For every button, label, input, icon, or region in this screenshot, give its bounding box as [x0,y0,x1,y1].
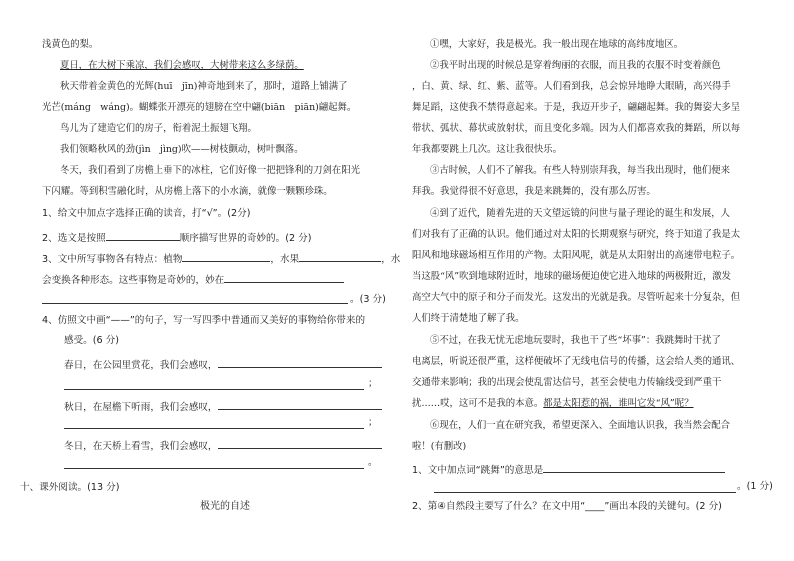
question-1: 1、给文中加点字选择正确的读音，打“√”。(2分) [42,208,251,219]
reading-question-1-text: 1、文中加点词“跳舞”的意思是 [412,465,544,476]
answer-blank[interactable] [182,250,270,262]
paragraph-5-line: 交通带来影响；我的出现会使乱雷达信号，甚至会使电力传输线受到严重干 [412,377,722,388]
question-3-end: 。(3 分) [350,294,386,305]
text-line: 我们领略秋风的劲(jìn jìng)吹——树枝颤动，树叶飘落。 [60,144,304,155]
question-2-text-a: 2、选文是按照 [42,233,106,244]
answer-blank[interactable] [218,437,382,449]
answer-blank[interactable] [299,250,381,262]
paragraph-2-line: 年我都要跳上几次。这让我很快乐。 [412,144,563,155]
paragraph-6-line: 啦！(有删改) [412,441,467,452]
paragraph-5-line: 电离层，听说还很严重，这样便破坏了无线电信号的传播，这会给人类的通讯、 [412,356,741,367]
question-3-cont [42,271,344,288]
text-line: 冬天，我们看到了房檐上垂下的冰柱，它们好像一把把锋利的刀剑在阳光 [60,165,361,176]
reading-question-2: 2、第④自然段主要写了什么？在文中用“____”画出本段的关键句。(2 分) [412,501,722,512]
underlined-sentence: 夏日，在大树下乘凉，我们会感叹，大树带来这么多绿荫。 [60,60,304,71]
winter-text: 冬日，在天桥上看雪，我们会感叹， [64,441,218,452]
question-3-text-c: ，水 [381,254,401,265]
question-4: 4、仿照文中画“——”的句子，写一写四季中普通而又美好的事物给你带来的 [42,315,366,326]
answer-blank[interactable] [218,398,382,410]
paragraph-4-line: 们对我有了正确的认识。他们通过对太阳的长期观察与研究，终于知道了我是太 [412,229,741,240]
answer-line[interactable] [64,389,364,390]
underlined-sentence: 都是太阳惹的祸，谁叫它发“风”呢？ [543,398,694,409]
reading-title: 极光的自述 [200,501,250,512]
spring-text: 春日，在公园里赏花，我们会感叹， [64,360,218,371]
answer-line[interactable] [434,492,736,493]
paragraph-2-line: 带状、弧状、幕状或放射状，而且变化多端。因为人们都喜欢我的舞蹈，所以每 [412,123,741,134]
paragraph-2-line: ，白、黄、绿、红、紫、蓝等。人们看到我，总会惊异地睁大眼睛，高兴得手 [412,81,731,92]
autumn-prompt [64,398,382,415]
reading-question-1-end: 。(1 分) [737,481,773,492]
semicolon: ； [368,378,378,389]
text-line: 光芒(máng wáng)。蝴蝶张开漂亮的翅膀在空中翩(biān piān)翩起舞。 [42,102,357,113]
paragraph-5-line [412,397,693,411]
semicolon: ； [368,417,378,428]
answer-blank[interactable] [224,271,344,283]
paragraph-4-line: 当这股“风”吹到地球附近时，地球的磁场便迫使它进入地球的两极附近，激发 [412,271,731,282]
paragraph-1: ①嘿，大家好，我是极光。我一般出现在地球的高纬度地区。 [430,39,684,50]
spring-prompt [64,356,382,373]
answer-blank[interactable] [106,229,180,241]
text-line: 秋天带着金黄色的光辉(huī jīn)神奇地到来了，那时，道路上铺满了 [60,81,348,92]
paragraph-4-line: 高空大气中的原子和分子而发光。这发出的光就是我。尽管听起来十分复杂，但 [412,292,741,303]
text-line: 下闪耀。等到积雪融化时，从房檐上落下的小水滴，就像一颗颗珍珠。 [42,186,333,197]
answer-blank[interactable] [218,356,382,368]
paragraph-4-line: 阳风和地球磁场相互作用的产物。太阳风呢，就是从太阳射出的高速带电粒子。 [412,250,741,261]
paragraph-3-line: 拜我。我觉得很不好意思，我是来跳舞的，没有那么厉害。 [412,186,656,197]
question-3-text-d: 会变换各种形态。这些事物是奇妙的，妙在 [42,275,225,286]
paragraph-5-line: ⑤不过，在我无忧无虑地玩耍时，我也干了些“坏事”：我跳舞时干扰了 [430,335,721,346]
winter-prompt [64,437,382,454]
autumn-text: 秋日，在屋檐下听雨，我们会感叹， [64,402,218,413]
answer-line[interactable] [64,468,364,469]
paragraph-5-text: 扰……哎，这可不是我的本意。 [412,398,544,409]
question-3-text-b: ，水果 [270,254,300,265]
paragraph-4-line: 人们终于清楚地了解了我。 [412,313,525,324]
paragraph-2-line: ②我平时出现的时候总是穿着绚丽的衣服，而且我的衣服不时变着颜色 [430,60,721,71]
answer-blank[interactable] [543,461,725,473]
text-line: 浅黄色的梨。 [42,39,99,50]
section-10-heading: 十、课外阅读。(13 分) [20,482,120,493]
paragraph-3-line: ③古时候，人们不了解我。有些人特别崇拜我，每当我出现时，他们便来 [430,165,731,176]
question-3 [42,250,400,267]
period: 。 [368,457,378,468]
question-2-text-b: 顺序描写世界的奇妙的。(2 分) [179,233,312,244]
paragraph-4-line: ④到了近代，随着先进的天文望远镜的问世与量子理论的诞生和发展，人 [430,208,731,219]
answer-line[interactable] [42,303,348,304]
reading-question-1 [412,461,725,478]
paragraph-2-line: 舞足蹈，这使我不禁得意起来。于是，我迈开步子，翩翩起舞。我的舞姿大多呈 [412,102,741,113]
paragraph-6-line: ⑥现在，人们一直在研究我，希望更深入、全面地认识我，我当然会配合 [430,420,731,431]
text-line: 鸟儿为了建造它们的房子，衔着泥土振翅飞翔。 [60,123,257,134]
question-3-text-a: 3、文中所写事物各有特点：植物 [42,254,183,265]
question-2 [42,229,311,246]
question-4-cont: 感受。(6 分) [64,335,120,346]
answer-line[interactable] [64,428,364,429]
